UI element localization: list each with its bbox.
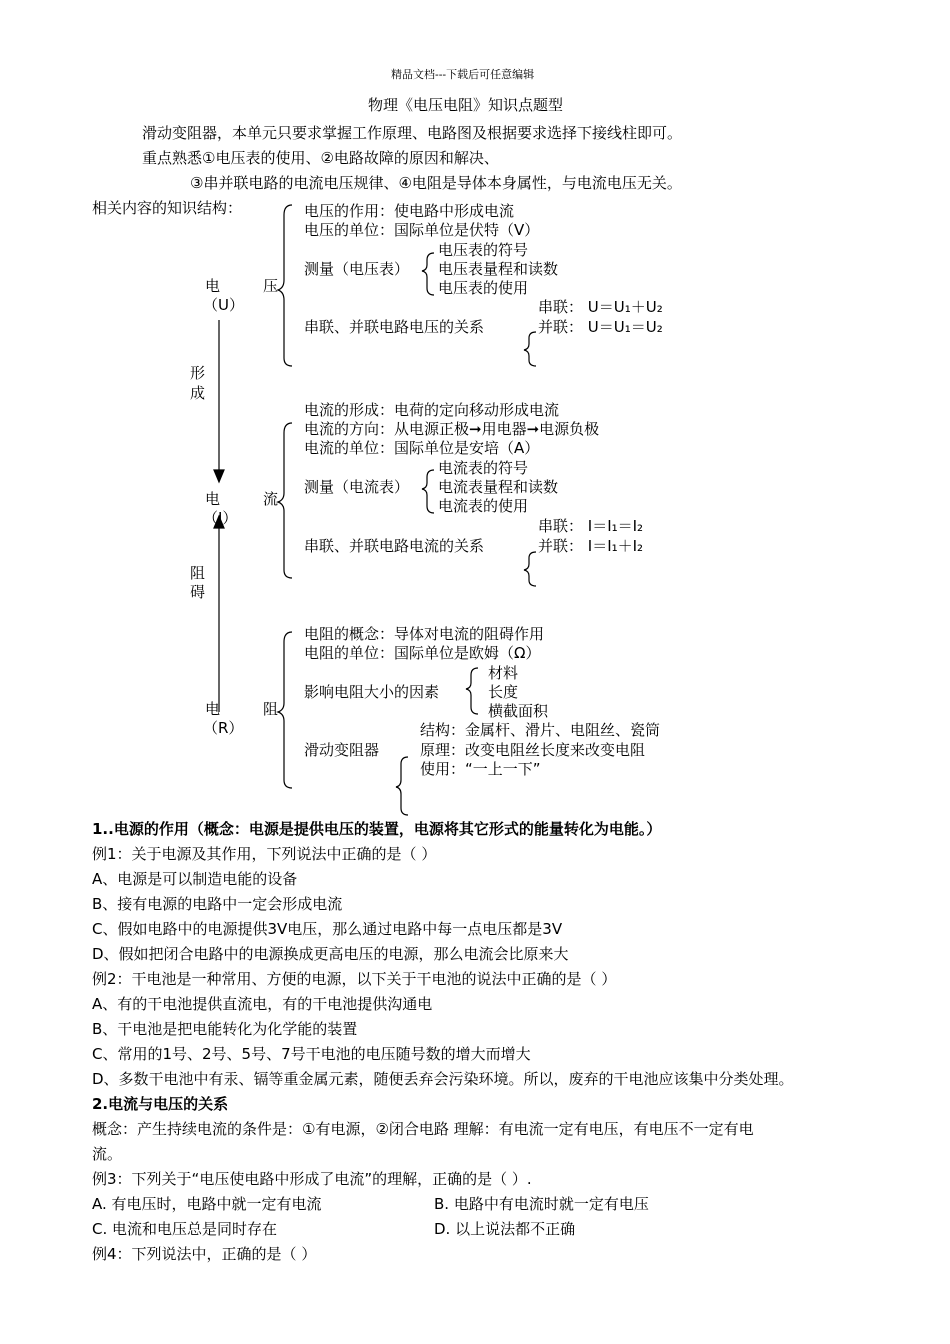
resistance-factors: 影响电阻大小的因素	[304, 683, 440, 701]
current-item: 电流的形成：电荷的定向移动形成电流	[304, 401, 560, 419]
current-measure-item: 电流表量程和读数	[438, 478, 559, 496]
intro-line-2: 重点熟悉①电压表的使用、②电路故障的原因和解决、	[142, 149, 499, 167]
option: D、假如把闭合电路中的电源换成更高电压的电源，那么电流会比原来大	[92, 945, 569, 963]
rheostat-item: 结构：金属杆、滑片、电阻丝、瓷筒	[420, 721, 661, 739]
option: B. 电路中有电流时就一定有电压	[434, 1195, 649, 1213]
current-name-left: 电	[205, 490, 221, 508]
voltage-measure-item: 电压表的符号	[438, 241, 529, 259]
resistance-factor: 长度	[488, 683, 519, 701]
current-measure: 测量（电流表）	[304, 478, 410, 496]
arrow-label: 形	[190, 364, 206, 382]
current-parallel: 并联： I＝I₁＋I₂	[538, 537, 644, 555]
question: 例1：关于电源及其作用，下列说法中正确的是（ ）	[92, 845, 437, 863]
rheostat-item: 使用：“一上一下”	[420, 760, 541, 778]
rheostat-label: 滑动变阻器	[304, 741, 380, 759]
voltage-symbol: （U）	[203, 296, 244, 314]
resistance-factor: 材料	[488, 664, 519, 682]
voltage-relation: 串联、并联电路电压的关系	[304, 318, 485, 336]
question: 例3：下列关于“电压使电路中形成了电流”的理解，正确的是（ ）.	[92, 1170, 532, 1188]
current-measure-item: 电流表的使用	[438, 497, 529, 515]
voltage-measure-item: 电压表的使用	[438, 279, 529, 297]
voltage-name-right: 压	[263, 277, 279, 295]
page-header: 精品文档---下载后可任意编辑	[391, 68, 535, 81]
option: D、多数干电池中有汞、镉等重金属元素，随便丢弃会污染环境。所以，废弃的干电池应该集中分类处理。	[92, 1070, 794, 1088]
current-name-right: 流	[263, 490, 279, 508]
question: 例4：下列说法中，正确的是（ ）	[92, 1245, 317, 1263]
voltage-item: 电压的单位：国际单位是伏特（V）	[304, 221, 540, 239]
concept-line: 概念：产生持续电流的条件是：①有电源，②闭合电路 理解：有电流一定有电压，有电压不一定有电	[92, 1120, 754, 1138]
rheostat-item: 原理：改变电阻丝长度来改变电阻	[420, 741, 646, 759]
current-item: 电流的方向：从电源正极➞用电器➞电源负极	[304, 420, 600, 438]
resistance-item: 电阻的单位：国际单位是欧姆（Ω）	[304, 644, 541, 662]
arrow-label: 碍	[190, 583, 206, 601]
voltage-parallel: 并联： U＝U₁＝U₂	[538, 318, 663, 336]
voltage-measure-item: 电压表量程和读数	[438, 260, 559, 278]
resistance-symbol: （R）	[203, 719, 244, 737]
option: A. 有电压时，电路中就一定有电流	[92, 1195, 322, 1213]
voltage-name-left: 电	[205, 277, 221, 295]
question: 例2：干电池是一种常用、方便的电源，以下关于干电池的说法中正确的是（ ）	[92, 970, 617, 988]
option: A、有的干电池提供直流电，有的干电池提供沟通电	[92, 995, 433, 1013]
arrow-label: 成	[190, 384, 206, 402]
resistance-name-right: 阻	[263, 700, 279, 718]
current-series: 串联： I＝I₁＝I₂	[538, 517, 644, 535]
option: C、假如电路中的电源提供3V电压，那么通过电路中每一点电压都是3V	[92, 920, 563, 938]
section-heading: 1..电源的作用（概念：电源是提供电压的装置，电源将其它形式的能量转化为电能。）	[92, 820, 662, 838]
option: C、常用的1号、2号、5号、7号干电池的电压随号数的增大而增大	[92, 1045, 531, 1063]
option: D. 以上说法都不正确	[434, 1220, 576, 1238]
resistance-name-left: 电	[205, 700, 221, 718]
concept-line: 流。	[92, 1145, 123, 1163]
current-item: 电流的单位：国际单位是安培（A）	[304, 439, 540, 457]
voltage-series: 串联： U＝U₁＋U₂	[538, 298, 663, 316]
structure-label: 相关内容的知识结构：	[92, 199, 243, 217]
option: C. 电流和电压总是同时存在	[92, 1220, 278, 1238]
option: B、接有电源的电路中一定会形成电流	[92, 895, 343, 913]
resistance-factor: 横截面积	[488, 702, 549, 720]
voltage-measure: 测量（电压表）	[304, 260, 410, 278]
intro-line-1: 滑动变阻器，本单元只要求掌握工作原理、电路图及根据要求选择下接线柱即可。	[142, 124, 683, 142]
intro-line-3: ③串并联电路的电流电压规律、④电阻是导体本身属性，与电流电压无关。	[190, 174, 682, 192]
voltage-item: 电压的作用：使电路中形成电流	[304, 202, 515, 220]
option: B、干电池是把电能转化为化学能的装置	[92, 1020, 358, 1038]
current-symbol: （I）	[203, 509, 238, 527]
current-relation: 串联、并联电路电流的关系	[304, 537, 485, 555]
option: A、电源是可以制造电能的设备	[92, 870, 298, 888]
section-heading: 2.电流与电压的关系	[92, 1095, 229, 1113]
page-title: 物理《电压电阻》知识点题型	[368, 96, 564, 114]
current-measure-item: 电流表的符号	[438, 459, 529, 477]
arrow-label: 阻	[190, 564, 206, 582]
resistance-item: 电阻的概念：导体对电流的阻碍作用	[304, 625, 545, 643]
